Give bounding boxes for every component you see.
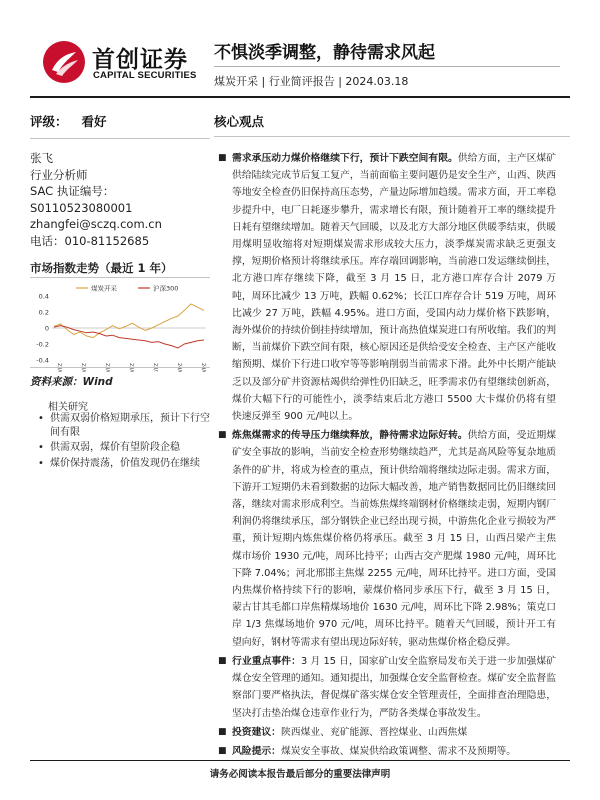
rating-label: 评级： <box>30 114 68 129</box>
market-index-chart <box>30 280 210 372</box>
core-view-title: 核心观点 <box>214 114 265 129</box>
analyst-name: 张飞 <box>30 151 53 165</box>
core-view-paragraph <box>218 150 556 425</box>
paragraph-lead: 需求承压动力煤价格继续下行，预计下跌空间有限。 <box>232 153 458 164</box>
paragraph-text: 供给方面，主产区煤矿供给陆续完成节后复工复产，当前面临主要问题仍是安全生产，山西、陕西等地安全检查仍旧保持高压态势，产量边际增加趋缓。需求方面，开工率稳步提升中，电厂日耗逐步攀升，需求增长有限，预计随着开工率的继续提升日耗有望继续增加。随着天气回暖，以及北方大部分地区供暖季结束，供暖用煤明显收缩将对短期煤炭需求形成较大压力，淡季煤炭需求缺乏更强支撑，短期价格预计将继续承压。库存端回调影响，当前港口发运继续倒挂，北方港口库存继续下降，截至 3 月 15 日，北方港口库存合计 2079 万吨，周环比减少 13 万吨，跌幅 0.62%；长江口库存合计 519 万吨，周环比减少 27 万吨，跌幅 4.95%。进口方面，受国内动力煤价格下跌影响，海外煤价的持续价倒挂持续增加，预计高热值煤炭进口有所收缩。我们的判断，当前煤价下跌空间有限，核心原因还是供给受安全检查、主产区产能收缩预期、煤价下行进口收窄等等影响削弱当前需求下滑。此外中长期产能缺乏以及部分矿井资源枯竭供给弹性仍旧缺乏，旺季需求仍有望继续创新高，煤价大幅下行的可能性小，淡季结束后北方港口 5500 大卡煤价仍将有望快速反弹至 900 元/吨以上。 <box>232 153 557 423</box>
analyst-phone: 电话：010-81152685 <box>30 233 150 248</box>
related-research-title: 相关研究 <box>48 402 88 413</box>
related-research-text: 煤价保持震荡，价值发现仍在继续 <box>50 457 200 469</box>
paragraph-text: 供给方面，受近期煤矿安全事故的影响，当前安全检查形势继续趋严，尤其是高风险等复杂地质条件的矿井，将成为检查的重点，预计供给端将继续边际走弱。需求方面，下游开工短期仍未看到数据的边际大幅改善，地产销售数据同比仍旧继续回落，继续对需求形成利空。当前炼焦煤终端钢材价格继续走弱，短期内钢厂利润仍将继续承压，部分钢铁企业已经出现亏损，中游焦化企业亏损较为严重，预计短期内炼焦煤价格仍将承压。截至 3 月 15 日，山西吕梁产主焦煤市场价 1930 元/吨，周环比持平；山西古交产肥煤 1980 元/吨，周环比下降 7.04%；河北邢邯主焦煤 2255 元/吨，周环比持平。进口方面，受国内焦煤价格持续下行的影响，蒙煤价格同步承压下行，截至 3 月 15 日，蒙古甘其毛都口岸焦精煤场地价 1630 元/吨，周环比下降 2.98%；策克口岸 1/3 焦煤场地价 970 元/吨，周环比持平。随着天气回暖，预计开工有望向好，钢材等需求有望出现边际好转，驱动焦煤价格企稳反弹。 <box>232 430 557 648</box>
core-view-divider <box>214 136 570 137</box>
analyst-info <box>30 150 162 249</box>
series-line <box>54 304 204 338</box>
paragraph-lead: 行业重点事件： <box>232 655 302 667</box>
bullet-icon: • <box>38 413 44 424</box>
y-tick-label: -0.4 <box>36 356 49 365</box>
paragraph-text: 陕西煤业、兖矿能源、晋控煤业、山西焦煤 <box>280 726 468 738</box>
logo-english-name: CAPITAL SECURITIES <box>93 70 197 81</box>
analyst-role: 行业分析师 <box>30 167 88 182</box>
analyst-email[interactable]: zhangfei@sczq.com.cn <box>30 217 162 231</box>
rating-divider <box>30 138 210 139</box>
legal-disclaimer: 请务必阅读本报告最后部分的重要法律声明 <box>209 769 391 780</box>
y-tick-label: 0.2 <box>38 308 49 317</box>
related-research-item[interactable] <box>38 441 210 455</box>
report-title: 不惧淡季调整，静待需求风起 <box>214 43 435 63</box>
related-research-text: 供需双弱价格短期承压，预计下行空间有限 <box>50 413 210 438</box>
bullet-icon: • <box>38 442 44 453</box>
y-tick-label: 0.4 <box>38 292 49 301</box>
related-research-item[interactable] <box>38 412 210 439</box>
paragraph-lead: 投资建议： <box>232 726 281 738</box>
paragraph-lead: 风险提示： <box>232 745 281 757</box>
related-research-list <box>38 412 210 472</box>
y-tick-label: -0.2 <box>36 340 49 349</box>
square-bullet-icon: ■ <box>218 726 227 737</box>
legend-label: 沪深300 <box>153 284 179 293</box>
sac-label: SAC 执证编号： <box>30 184 115 198</box>
company-logo <box>42 38 202 88</box>
rating-value: 看好 <box>81 114 107 129</box>
square-bullet-icon: ■ <box>218 153 227 163</box>
related-research-item[interactable] <box>38 457 210 471</box>
core-view-paragraph <box>218 653 556 722</box>
core-view-paragraph <box>218 427 556 651</box>
square-bullet-icon: ■ <box>218 745 227 756</box>
footer-divider <box>30 760 570 761</box>
legend-label: 煤炭开采 <box>91 284 117 293</box>
y-tick-label: 0 <box>44 324 49 333</box>
chart-title: 市场指数走势（最近 1 年） <box>30 261 173 275</box>
square-bullet-icon: ■ <box>218 655 227 666</box>
title-divider <box>214 66 560 67</box>
bullet-icon: • <box>38 457 44 469</box>
logo-chinese-name: 首创证券 <box>92 47 188 73</box>
square-bullet-icon: ■ <box>218 430 227 441</box>
paragraph-text: 3 月 15 日，国家矿山安全监察局发布关于进一步加强煤矿煤仓安全管理的通知。通知提出，加强煤仓安全监督检查。煤矿安全监督监察部门要严格执法，督促煤矿落实煤仓安全管理责任，全面排查治理隐患，坚决打击垫治煤仓违章作业行为，严防各类煤仓事故发生。 <box>232 655 556 719</box>
header-divider <box>30 96 570 98</box>
chart-top-divider <box>30 277 210 278</box>
paragraph-text: 煤炭安全事故、煤炭供给政策调整、需求不及预期等。 <box>280 745 517 757</box>
chart-source: 资料来源：Wind <box>30 376 113 388</box>
paragraph-lead: 炼焦煤需求的传导压力继续释放，静待需求边际好转。 <box>232 430 468 442</box>
rating <box>30 112 107 130</box>
chart-bottom-divider <box>30 367 210 368</box>
related-research-text: 供需双弱，煤价有望阶段企稳 <box>50 442 180 453</box>
core-view-body <box>218 150 556 762</box>
series-line <box>54 326 204 348</box>
sac-number: S0110523080001 <box>30 200 133 215</box>
report-meta: 煤炭开采 | 行业简评报告 | 2024.03.18 <box>214 75 409 88</box>
core-view-paragraph <box>218 743 556 760</box>
capital-securities-logo-icon <box>42 40 86 84</box>
core-view-paragraph <box>218 724 556 741</box>
